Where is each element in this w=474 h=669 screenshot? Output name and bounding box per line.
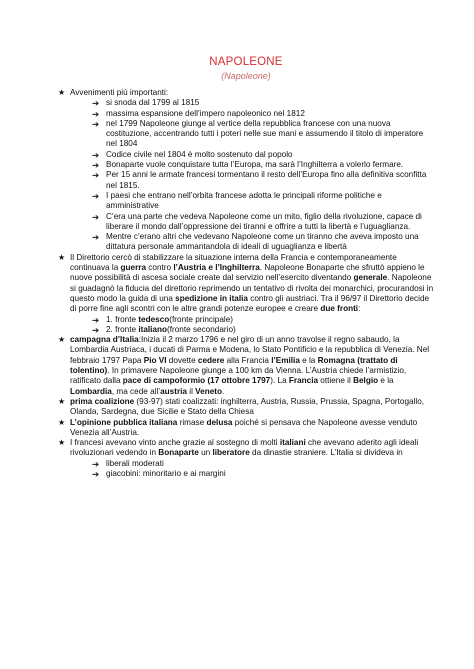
bold-text: pace di campoformio (122, 376, 206, 386)
bold-text: delusa (206, 417, 233, 427)
text-run: . In primavere Napoleone giunge a 100 km da Vienna. L’Austria chiede l’armistizio, ratificato dalla (70, 366, 407, 386)
text-run: (fronte principale) (169, 314, 233, 324)
text-run: Avvenimenti più importanti: (70, 88, 169, 97)
bold-text: Francia (288, 376, 319, 386)
document-subtitle: (Napoleone) (221, 71, 271, 81)
sub-bullet-item (92, 212, 434, 233)
text-run: I paesi che entrano nell’orbita francese adotta le principali riforme politiche e amministrative (106, 190, 382, 211)
text-run: nel 1799 Napoleone giunge al vertice della repubblica francese con una nuova costituzione, accentrando tutti i poteri nelle sue mani e assumendo il titolo di imperatore nel 1804 (106, 118, 424, 149)
sub-bullet-item (92, 232, 434, 253)
bullet-item (58, 253, 434, 315)
text-run: poiché si pensava che Napoleone avesse venduto Venezia all’Austria. (70, 417, 418, 437)
text-run: massima espansione dell’impero napoleonico nel 1812 (106, 108, 305, 118)
bold-text: L’opinione pubblica italiana (70, 417, 178, 427)
text-run: 1. fronte (106, 314, 139, 324)
bold-text: tedesco (138, 314, 170, 324)
bold-text: (17 ottobre 1797 (207, 376, 271, 386)
bold-text: Belgio (353, 376, 379, 386)
bold-text: liberatore (212, 448, 250, 458)
arrow-bullet-icon: ➔ (92, 314, 100, 325)
text-run: C’era una parte che vedeva Napoleone come un mito, figlio della rivoluzione, capace di liberare il mondo dall’oppressione dei tiranni e offrire a tutti la libertà e l’uguaglianza. (106, 211, 422, 231)
bold-text: campagna d’Italia (70, 335, 139, 345)
bullet-item (58, 335, 434, 397)
text-run: alla Francia (224, 355, 272, 365)
bold-text: cedere (197, 355, 225, 365)
bold-text: austria (160, 386, 187, 396)
bold-text: l’Emilia (271, 355, 300, 365)
document-body (58, 88, 434, 479)
document-title: NAPOLEONE (209, 56, 283, 68)
sub-bullet-item (92, 109, 434, 119)
bold-text: Lombardia (70, 386, 112, 396)
text-run: liberali moderati (106, 458, 164, 468)
bold-text: (trattato di tolentino) (70, 355, 398, 376)
text-run: Per 15 anni le armate francesi tormentano il resto dell’Europa fino alla definitiva sconfitta nel 1815. (106, 170, 427, 190)
sub-bullet-item (92, 459, 434, 469)
sub-bullet-item (92, 469, 434, 479)
arrow-bullet-icon: ➔ (92, 458, 100, 469)
star-bullet-icon: ★ (58, 417, 66, 427)
text-run: giacobini: minoritario e ai margini (106, 468, 226, 478)
bullet-item (58, 418, 434, 439)
bold-text: Pio VI (143, 355, 167, 365)
sub-bullet-item (92, 160, 434, 170)
star-bullet-icon: ★ (58, 88, 66, 97)
star-bullet-icon: ★ (58, 252, 66, 262)
text-run: ottiene il (318, 376, 354, 386)
arrow-bullet-icon: ➔ (92, 468, 100, 479)
text-run: e la (299, 355, 318, 365)
bold-text: due fronti (320, 304, 359, 314)
text-run: . (222, 386, 225, 396)
text-run: :Inizia il 2 marzo 1796 e nel giro di un anno travolse il regno sabaudo, la Lombardia Austriaca, i ducati di Parma e Modena, lo Stato Pontificio e la repubblica di Venezia. Nel febbraio 1797 Papa (70, 335, 430, 365)
sub-bullet-item (92, 119, 434, 150)
text-run: il (186, 386, 196, 396)
star-bullet-icon: ★ (58, 396, 66, 406)
text-run: dovette (166, 355, 198, 365)
bold-text: italiano (138, 324, 167, 334)
text-run: I francesi avevano vinto anche grazie al sostegno di molti (70, 438, 280, 448)
arrow-bullet-icon: ➔ (92, 160, 100, 171)
bold-text: prima coalizione (70, 396, 135, 406)
text-run: (93-97) stati coalizzati: inghilterra, Austria, Russia, Prussia, Spagna, Portogallo, Olanda, Sardegna, due Sicilie e Stato della Chiesa (70, 396, 425, 417)
bold-text: Bonaparte (158, 448, 199, 458)
text-run: che avevano aderito agli ideali rivoluzionari vedendo in (70, 438, 419, 458)
sub-bullet-item (92, 150, 434, 160)
bold-text: generale (353, 273, 388, 283)
bullet-item (58, 438, 434, 459)
arrow-bullet-icon: ➔ (92, 118, 100, 129)
arrow-bullet-icon: ➔ (92, 108, 100, 119)
arrow-bullet-icon: ➔ (92, 211, 100, 222)
sub-bullet-item (92, 315, 434, 325)
text-run: , ma cede all’ (111, 386, 161, 396)
text-run: un (198, 448, 213, 458)
sub-bullet-item (92, 325, 434, 335)
bold-text: guerra (120, 263, 147, 273)
bold-text: Romagna (317, 355, 355, 365)
arrow-bullet-icon: ➔ (92, 98, 100, 109)
text-run: Codice civile nel 1804 è molto sostenuto dal popolo (106, 149, 293, 159)
text-run: ). La (270, 376, 289, 386)
text-run: e la (378, 376, 394, 386)
bold-text: Veneto (195, 386, 223, 396)
text-run: si snoda dal 1799 al 1815 (106, 98, 200, 108)
arrow-bullet-icon: ➔ (92, 232, 100, 243)
bullet-item (58, 88, 434, 98)
text-run: . Napoleone si guadagnò la fiducia del direttorio reprimendo un tentativo di rivolta dei monarchici, procurandosi in questo modo la guida di una (70, 273, 434, 303)
text-run: : (358, 304, 361, 314)
bold-text: italiani (279, 438, 306, 448)
star-bullet-icon: ★ (58, 335, 66, 345)
arrow-bullet-icon: ➔ (92, 324, 100, 335)
text-run: rimase (177, 417, 207, 427)
text-run: . Napoleone Bonaparte che sfruttò appieno le nuove possibilità di ascesa sociale create dal servizio nell’esercito diventando (70, 263, 425, 283)
text-run: (fronte secondario) (167, 324, 236, 334)
text-run: 2. fronte (106, 324, 139, 334)
sub-bullet-item (92, 170, 434, 191)
bold-text: l’Austria e l’Inghilterra (173, 263, 260, 273)
bold-text: spedizione in italia (175, 293, 248, 303)
star-bullet-icon: ★ (58, 438, 66, 448)
sub-bullet-item (92, 191, 434, 212)
arrow-bullet-icon: ➔ (92, 190, 100, 201)
text-run: contro gli austriaci. Tra il 96/97 il Direttorio decide di porre fine agli scontri con le altre grandi potenze europee e creare (70, 293, 430, 314)
text-run: da dinastie straniere. L’Italia si divideva in (249, 448, 403, 458)
text-run: Mentre c’erano altri che vedevano Napoleone come un tiranno che aveva imposto una dittatura personale ammantandola di ideali di uguaglianza e libertà (106, 232, 419, 252)
sub-bullet-item (92, 98, 434, 108)
arrow-bullet-icon: ➔ (92, 149, 100, 160)
text-run: Il Direttorio cercò di stabilizzare la situazione interna della Francia e contemporaneamente continuava la (70, 252, 397, 273)
arrow-bullet-icon: ➔ (92, 170, 100, 181)
text-run: Bonaparte vuole conquistare tutta l’Europa, ma sarà l’Inghilterra a volerlo fermare. (106, 160, 404, 170)
text-run: contro (146, 263, 174, 273)
bullet-item (58, 397, 434, 418)
